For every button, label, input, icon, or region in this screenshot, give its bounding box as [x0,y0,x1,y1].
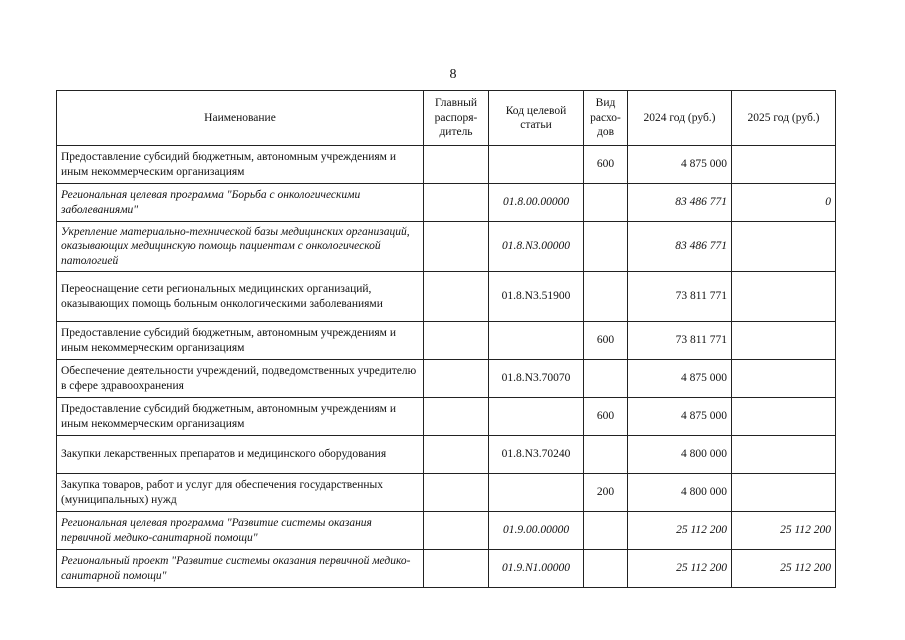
cell-year-2025: 0 [732,184,836,222]
table-row [57,184,836,222]
cell-main-manager [424,398,489,436]
page-number: 8 [449,67,457,82]
cell-target-code: 01.8.N3.70070 [489,360,584,398]
table-row [57,272,836,322]
cell-year-2025 [732,272,836,322]
cell-year-2025: 25 112 200 [732,512,836,550]
cell-expense-type [584,184,628,222]
cell-expense-type: 600 [584,398,628,436]
cell-main-manager [424,322,489,360]
cell-target-code [489,146,584,184]
cell-expense-type: 600 [584,146,628,184]
cell-year-2024: 4 800 000 [628,436,732,474]
cell-target-code: 01.8.N3.51900 [489,272,584,322]
cell-target-code [489,398,584,436]
header-year-2025: 2025 год (руб.) [732,91,836,146]
header-expense-type: Вид расхо-дов [584,91,628,146]
cell-year-2024: 4 875 000 [628,398,732,436]
cell-name: Предоставление субсидий бюджетным, автономным учреждениям и иным некоммерческим организациям [57,398,424,436]
table-row [57,146,836,184]
cell-name: Обеспечение деятельности учреждений, подведомственных учредителю в сфере здравоохранения [57,360,424,398]
cell-year-2025 [732,398,836,436]
table-row [57,436,836,474]
cell-target-code: 01.9.00.00000 [489,512,584,550]
cell-main-manager [424,512,489,550]
cell-expense-type [584,222,628,272]
cell-name: Региональная целевая программа "Борьба с онкологическими заболеваниями" [57,184,424,222]
header-name: Наименование [57,91,424,146]
table-row [57,550,836,588]
cell-name: Закупки лекарственных препаратов и медицинского оборудования [57,436,424,474]
cell-main-manager [424,436,489,474]
cell-year-2025 [732,474,836,512]
cell-name: Переоснащение сети региональных медицинских организаций, оказывающих помощь больным онкологическими заболеваниями [57,272,424,322]
cell-target-code: 01.8.N3.70240 [489,436,584,474]
cell-main-manager [424,184,489,222]
budget-table [56,90,836,588]
table-row [57,322,836,360]
header-target-code: Код целевой статьи [489,91,584,146]
cell-name: Закупка товаров, работ и услуг для обеспечения государственных (муниципальных) нужд [57,474,424,512]
cell-expense-type [584,512,628,550]
cell-expense-type: 200 [584,474,628,512]
cell-main-manager [424,474,489,512]
table-row [57,512,836,550]
cell-expense-type [584,436,628,474]
header-main-manager: Главный распоря-дитель [424,91,489,146]
cell-year-2024: 4 800 000 [628,474,732,512]
cell-year-2025 [732,222,836,272]
cell-year-2025: 25 112 200 [732,550,836,588]
cell-main-manager [424,360,489,398]
cell-year-2025 [732,146,836,184]
cell-year-2024: 4 875 000 [628,360,732,398]
cell-year-2025 [732,322,836,360]
cell-name: Предоставление субсидий бюджетным, автономным учреждениям и иным некоммерческим организациям [57,322,424,360]
cell-year-2025 [732,360,836,398]
cell-year-2024: 83 486 771 [628,184,732,222]
cell-target-code: 01.9.N1.00000 [489,550,584,588]
cell-expense-type [584,360,628,398]
cell-main-manager [424,550,489,588]
table-row [57,222,836,272]
cell-name: Региональная целевая программа "Развитие системы оказания первичной медико-санитарной помощи" [57,512,424,550]
table-row [57,398,836,436]
cell-target-code [489,474,584,512]
cell-year-2025 [732,436,836,474]
cell-target-code: 01.8.N3.00000 [489,222,584,272]
cell-year-2024: 4 875 000 [628,146,732,184]
cell-target-code: 01.8.00.00000 [489,184,584,222]
cell-main-manager [424,146,489,184]
cell-target-code [489,322,584,360]
cell-year-2024: 73 811 771 [628,272,732,322]
cell-year-2024: 25 112 200 [628,550,732,588]
cell-name: Региональный проект "Развитие системы оказания первичной медико-санитарной помощи" [57,550,424,588]
table-row [57,474,836,512]
cell-year-2024: 83 486 771 [628,222,732,272]
table-header-row [57,91,836,146]
cell-main-manager [424,272,489,322]
header-year-2024: 2024 год (руб.) [628,91,732,146]
cell-year-2024: 25 112 200 [628,512,732,550]
cell-main-manager [424,222,489,272]
cell-year-2024: 73 811 771 [628,322,732,360]
table-row [57,360,836,398]
cell-expense-type [584,272,628,322]
cell-name: Предоставление субсидий бюджетным, автономным учреждениям и иным некоммерческим организациям [57,146,424,184]
cell-expense-type [584,550,628,588]
cell-name: Укрепление материально-технической базы медицинских организаций, оказывающих медицинскую помощь пациентам с онкологической патологией [57,222,424,272]
cell-expense-type: 600 [584,322,628,360]
